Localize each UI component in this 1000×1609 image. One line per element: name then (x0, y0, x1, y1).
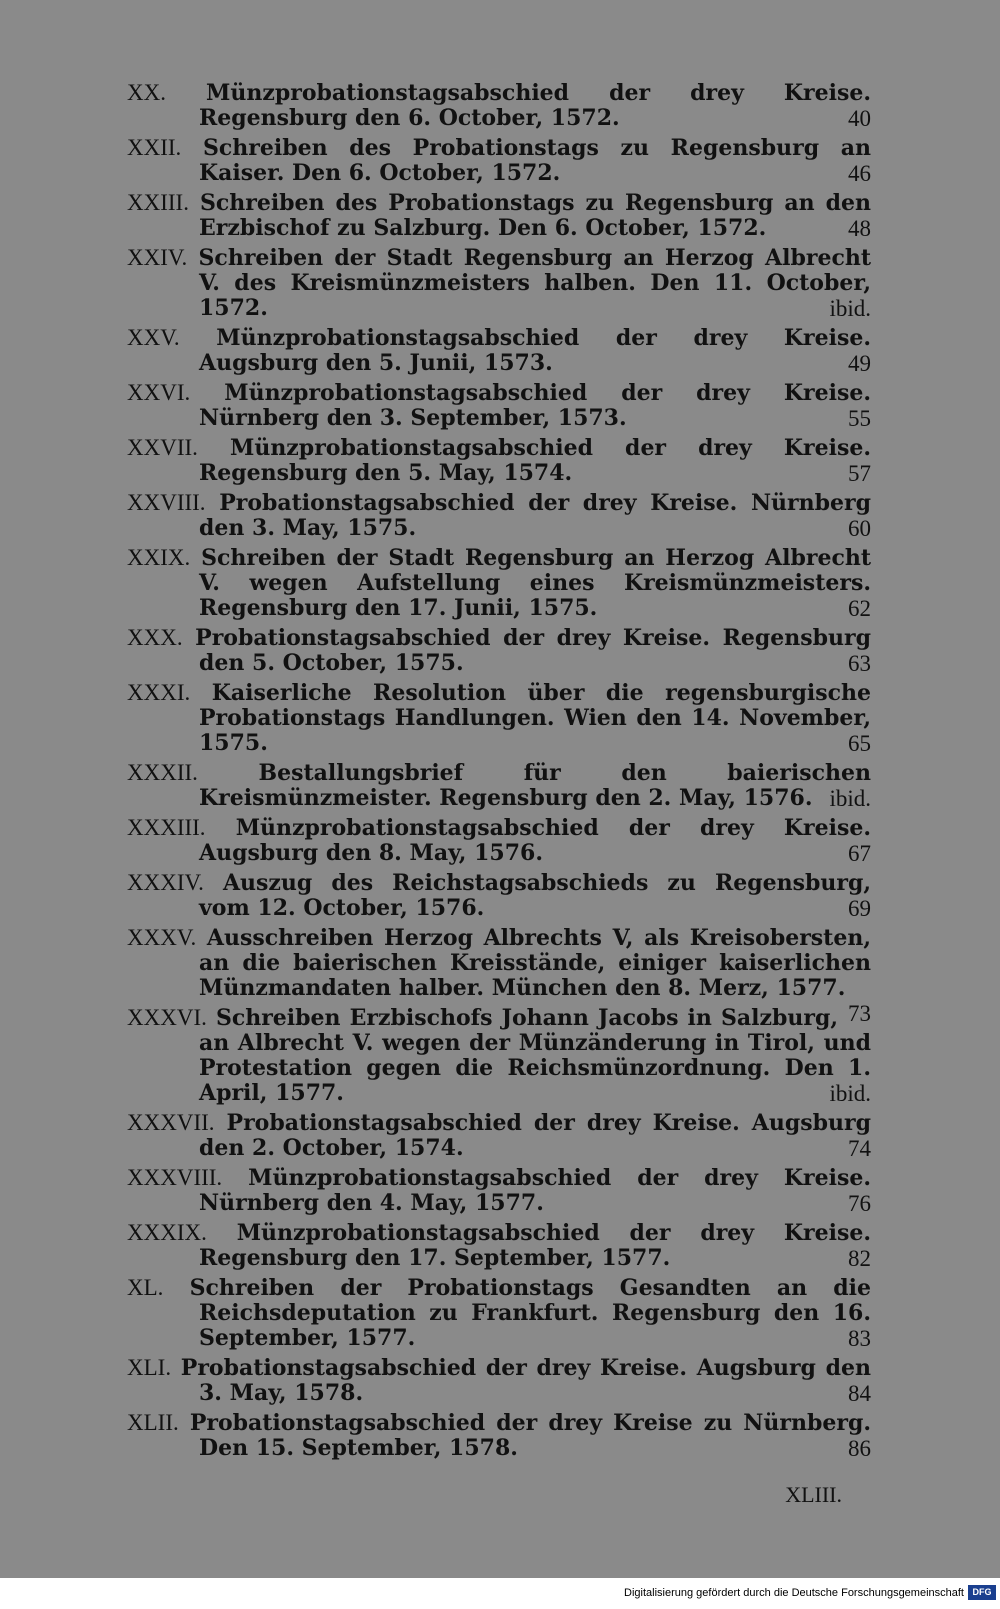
footer-bar (0, 1578, 1000, 1609)
toc-entry-page: 46 (848, 161, 871, 186)
toc-entry-number: XXIII. (127, 190, 189, 215)
toc-entry-page: 86 (848, 1436, 871, 1461)
toc-entry-number: XXVIII. (127, 490, 206, 515)
toc-entry (127, 1410, 871, 1461)
toc-entry-title: Münzprobationstagsabschied der drey Kreise. Nürnberg den 3. September, 1573. (199, 380, 871, 431)
toc-entry (127, 325, 871, 376)
footer-credit: Digitalisierung gefördert durch die Deutsche Forschungsgemeinschaft (624, 1587, 964, 1599)
toc-entry-number: XXXVI. (127, 1005, 207, 1030)
toc-entry-number: XXXIV. (127, 870, 204, 895)
toc-entry (127, 135, 871, 186)
toc-entry (127, 435, 871, 486)
toc-entry-title: Münzprobationstagsabschied der drey Kreise. Regensburg den 6. October, 1572. (199, 80, 871, 131)
toc-entry-number: XXII. (127, 135, 182, 160)
toc-entry-title: Kaiserliche Resolution über die regensburgische Probationstags Handlungen. Wien den 14. November, 1575. (199, 680, 871, 756)
toc-entry-title: Auszug des Reichstagsabschieds zu Regensburg, vom 12. October, 1576. (199, 870, 871, 921)
catchword: XLIII. (785, 1482, 842, 1507)
toc-entry (127, 870, 871, 921)
toc-entry-number: XXXVIII. (127, 1165, 223, 1190)
toc-entry-page: 65 (848, 731, 871, 756)
toc-entry-title: Münzprobationstagsabschied der drey Kreise. Augsburg den 8. May, 1576. (199, 815, 871, 866)
toc-entry-number: XXXVII. (127, 1110, 215, 1135)
toc-entry-page: 76 (848, 1191, 871, 1216)
toc-entry (127, 190, 871, 241)
toc-entry-page: 82 (848, 1246, 871, 1271)
toc-entry-title: Schreiben des Probationstags zu Regensburg an den Erzbischof zu Salzburg. Den 6. October, 1572. (199, 190, 871, 241)
toc-entry-title: Münzprobationstagsabschied der drey Kreise. Nürnberg den 4. May, 1577. (199, 1165, 871, 1216)
toc-entry-page: 73 (848, 1001, 871, 1026)
toc-entry-title: Schreiben des Probationstags zu Regensburg an Kaiser. Den 6. October, 1572. (199, 135, 871, 186)
toc-entry (127, 1275, 871, 1351)
toc-entry-title: Schreiben der Stadt Regensburg an Herzog Albrecht V. wegen Aufstellung eines Kreismünzmeisters. Regensburg den 17. Junii, 1575. (199, 545, 872, 621)
toc-entry-number: XXXIII. (127, 815, 206, 840)
toc-entry-number: XXXII. (127, 760, 198, 785)
toc-entry-number: XXVI. (127, 380, 191, 405)
table-of-contents (127, 80, 871, 1465)
toc-entry-number: XXIV. (127, 245, 188, 270)
toc-entry (127, 1220, 871, 1271)
toc-entry-page: ibid. (829, 296, 871, 321)
toc-entry-number: XXIX. (127, 545, 191, 570)
toc-entry (127, 760, 871, 811)
toc-entry (127, 815, 871, 866)
toc-entry-page: 60 (848, 516, 871, 541)
toc-entry-number: XX. (127, 80, 166, 105)
toc-entry-page: 67 (848, 841, 871, 866)
toc-entry-page: 83 (848, 1326, 871, 1351)
toc-entry-title: Probationstagsabschied der drey Kreise. Augsburg den 2. October, 1574. (199, 1110, 871, 1161)
toc-entry-title: Schreiben Erzbischofs Johann Jacobs in Salzburg, an Albrecht V. wegen der Münzänderung in Tirol, und Protestation gegen die Reichsmünzordnung. Den 1. April, 1577. (199, 1005, 871, 1106)
toc-entry (127, 1355, 871, 1406)
toc-entry (127, 625, 871, 676)
toc-entry (127, 380, 871, 431)
toc-entry (127, 245, 871, 321)
toc-entry-number: XXXI. (127, 680, 191, 705)
toc-entry-title: Ausschreiben Herzog Albrechts V, als Kreisobersten, an die baierischen Kreisstände, einiger kaiserlichen Münzmandaten halber. München den 8. Merz, 1577. (199, 925, 871, 1001)
toc-entry (127, 680, 871, 756)
toc-entry-title: Bestallungsbrief für den baierischen Kreismünzmeister. Regensburg den 2. May, 1576. (199, 760, 871, 811)
toc-entry-page: 57 (848, 461, 871, 486)
toc-entry-number: XL. (127, 1275, 164, 1300)
toc-entry-title: Probationstagsabschied der drey Kreise. Augsburg den 3. May, 1578. (180, 1355, 871, 1406)
toc-entry-page: 49 (848, 351, 871, 376)
toc-entry-number: XXX. (127, 625, 183, 650)
toc-entry-title: Probationstagsabschied der drey Kreise. Nürnberg den 3. May, 1575. (199, 490, 871, 541)
toc-entry-page: 62 (848, 596, 871, 621)
toc-entry-title: Schreiben der Probationstags Gesandten an die Reichsdeputation zu Frankfurt. Regensburg den 16. September, 1577. (189, 1275, 872, 1351)
toc-entry-page: 40 (848, 106, 871, 131)
toc-entry-page: 48 (848, 216, 871, 241)
toc-entry-page: 63 (848, 651, 871, 676)
toc-entry-number: XXVII. (127, 435, 198, 460)
toc-entry (127, 80, 871, 131)
toc-entry-page: ibid. (829, 786, 871, 811)
toc-entry-number: XXXIX. (127, 1220, 207, 1245)
toc-entry-number: XXXV. (127, 925, 197, 950)
toc-entry-title: Probationstagsabschied der drey Kreise zu Nürnberg. Den 15. September, 1578. (189, 1410, 871, 1461)
toc-entry (127, 1110, 871, 1161)
dfg-logo: DFG (968, 1585, 996, 1600)
toc-entry (127, 490, 871, 541)
toc-entry-page: ibid. (829, 1081, 871, 1106)
toc-entry-title: Schreiben der Stadt Regensburg an Herzog Albrecht V. des Kreismünzmeisters halben. Den 11. October, 1572. (198, 245, 871, 321)
toc-entry-number: XLII. (127, 1410, 179, 1435)
toc-entry-page: 69 (848, 896, 871, 921)
toc-entry-page: 84 (848, 1381, 871, 1406)
toc-entry-number: XXV. (127, 325, 180, 350)
toc-entry-title: Probationstagsabschied der drey Kreise. Regensburg den 5. October, 1575. (195, 625, 871, 676)
toc-entry (127, 545, 871, 621)
toc-entry-title: Münzprobationstagsabschied der drey Kreise. Regensburg den 17. September, 1577. (199, 1220, 871, 1271)
toc-entry (127, 1005, 871, 1106)
toc-entry-title: Münzprobationstagsabschied der drey Kreise. Augsburg den 5. Junii, 1573. (199, 325, 871, 376)
toc-entry-page: 74 (848, 1136, 871, 1161)
toc-entry-page: 55 (848, 406, 871, 431)
toc-entry-number: XLI. (127, 1355, 172, 1380)
toc-entry-title: Münzprobationstagsabschied der drey Kreise. Regensburg den 5. May, 1574. (199, 435, 871, 486)
toc-entry (127, 1165, 871, 1216)
